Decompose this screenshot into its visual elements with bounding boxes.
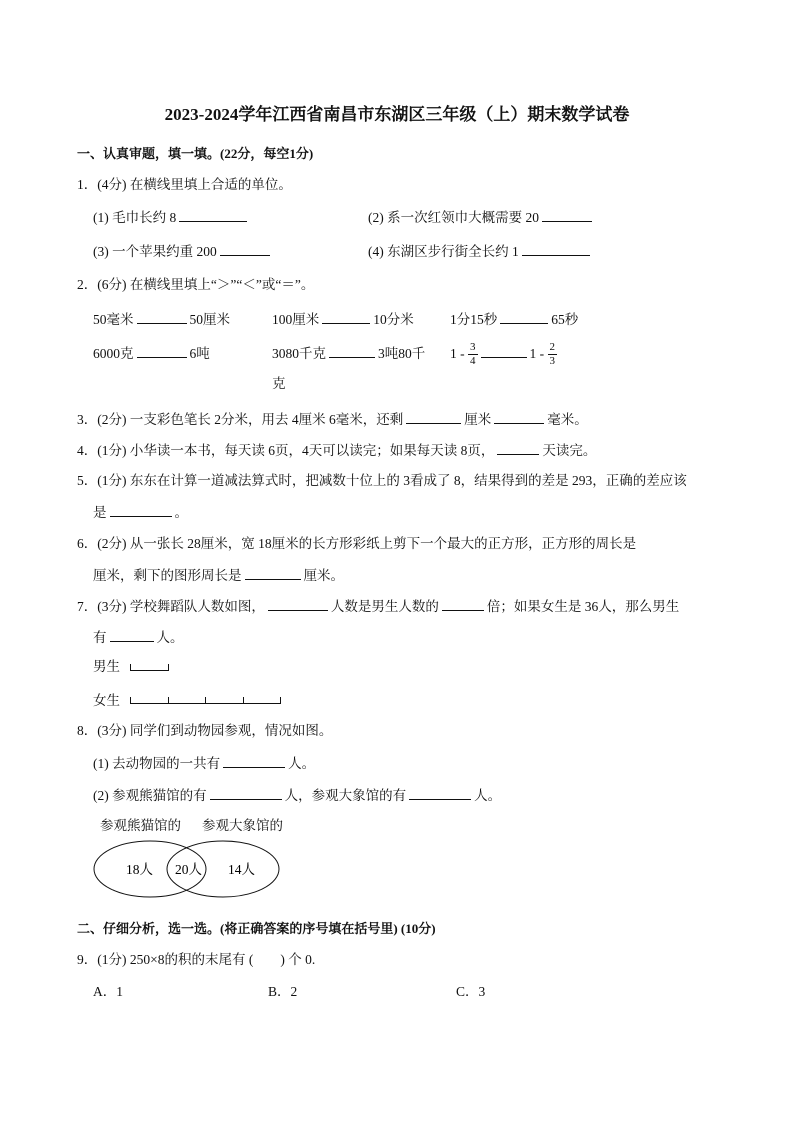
- q8-text: 人，参观大象馆的有: [284, 788, 407, 803]
- q8-item-1: [93, 754, 315, 773]
- q7-text: 倍；如果女生是 36人，那么男生: [486, 599, 680, 614]
- q5-line-1: 5．(1分) 东东在计算一道减法算式时，把减数十位上的 3看成了 8，结果得到的差是 293，正确的差应该: [77, 473, 687, 488]
- q2-right-value: 3吨80千: [378, 346, 426, 361]
- q1-item-1-text: (1) 毛巾长约 8: [93, 210, 177, 225]
- q6-text: 厘米，剩下的图形周长是: [93, 568, 242, 583]
- q2-left-value: 50毫米: [93, 312, 134, 327]
- venn-value-both: 20人: [175, 862, 202, 877]
- q3-unit-2: 毫米。: [547, 412, 588, 427]
- page-title: 2023-2024学年江西省南昌市东湖区三年级（上）期末数学试卷: [164, 105, 630, 124]
- q9-option-a[interactable]: A．1: [93, 984, 123, 999]
- q9-stem: 9．(1分) 250×8的积的末尾有 ( ) 个 0.: [77, 952, 316, 967]
- q1-item-2: [368, 208, 595, 227]
- q8-text: (2) 参观熊猫馆的有: [93, 788, 207, 803]
- answer-blank[interactable]: [329, 344, 375, 358]
- q6-line-2: [93, 566, 344, 585]
- boys-bar-segment: [130, 664, 169, 671]
- q2-right-value: 65秒: [551, 312, 579, 327]
- q2-compare-4: [93, 344, 210, 363]
- q3-unit-1: 厘米: [464, 412, 492, 427]
- q2-right-value: 6吨: [189, 346, 210, 361]
- q7-text: 人数是男生人数的: [330, 599, 439, 614]
- answer-blank[interactable]: [322, 310, 370, 324]
- q2-compare-1: [93, 310, 230, 329]
- answer-blank[interactable]: [137, 310, 187, 324]
- answer-blank[interactable]: [500, 310, 548, 324]
- answer-blank[interactable]: [245, 566, 301, 580]
- q6-text-end: 厘米。: [303, 568, 344, 583]
- boys-label: 男生: [93, 659, 120, 674]
- girls-bar-segment: [130, 697, 169, 704]
- q9-option-b[interactable]: B．2: [268, 984, 298, 999]
- venn-value-elephant-only: 14人: [228, 862, 255, 877]
- q8-text-end: 人。: [288, 756, 316, 771]
- q7-text: 有: [93, 630, 107, 645]
- q2-fraction-prefix: 1 -: [450, 346, 465, 361]
- answer-blank[interactable]: [494, 410, 544, 424]
- q5-text-end: 。: [174, 505, 188, 520]
- q4-text: 4．(1分) 小华读一本书，每天读 6页，4天可以读完；如果每天读 8页，: [77, 443, 495, 458]
- venn-label-panda: 参观熊猫馆的: [100, 818, 181, 833]
- venn-label-elephant: 参观大象馆的: [202, 818, 283, 833]
- answer-blank[interactable]: [137, 344, 187, 358]
- answer-blank[interactable]: [497, 441, 539, 455]
- q2-left-value: 1分15秒: [450, 312, 498, 327]
- q1-item-2-text: (2) 系一次红领巾大概需要 20: [368, 210, 539, 225]
- q1-item-3: [93, 242, 273, 261]
- answer-blank[interactable]: [542, 208, 592, 222]
- q2-compare-2: [272, 310, 414, 329]
- q1-item-3-text: (3) 一个苹果约重 200: [93, 244, 217, 259]
- girls-bar-segment: [168, 697, 206, 704]
- q4: [77, 441, 596, 460]
- q7-text-end: 人。: [156, 630, 184, 645]
- q2-left-value: 6000克: [93, 346, 134, 361]
- answer-blank[interactable]: [110, 628, 154, 642]
- q2-stem: 2．(6分) 在横线里填上“＞”“＜”或“＝”。: [77, 277, 315, 292]
- fraction: [548, 341, 558, 368]
- q5-line-2: [93, 503, 188, 522]
- q2-compare-6: [450, 340, 557, 368]
- answer-blank[interactable]: [223, 754, 285, 768]
- q2-left-value: 100厘米: [272, 312, 320, 327]
- answer-blank[interactable]: [406, 410, 461, 424]
- answer-blank[interactable]: [442, 597, 484, 611]
- answer-blank[interactable]: [268, 597, 328, 611]
- girls-bar-segment: [243, 697, 281, 704]
- q2-right-value: 50厘米: [189, 312, 230, 327]
- q9-option-c[interactable]: C．3: [456, 984, 486, 999]
- q7-line-2: [93, 628, 184, 647]
- fraction-numerator: 2: [549, 341, 555, 354]
- q1-item-1: [93, 208, 250, 227]
- q5-text: 是: [93, 505, 107, 520]
- q7-text: 7．(3分) 学校舞蹈队人数如图，: [77, 599, 265, 614]
- venn-value-panda-only: 18人: [126, 862, 153, 877]
- q2-compare-5-wrap: 克: [272, 376, 286, 391]
- q6-line-1: 6．(2分) 从一张长 28厘米，宽 18厘米的长方形彩纸上剪下一个最大的正方形，正方形的周长是: [77, 536, 637, 551]
- q4-text-end: 天读完。: [542, 443, 597, 458]
- answer-blank[interactable]: [409, 786, 471, 800]
- fraction: [468, 341, 478, 368]
- q7-line-1: [77, 597, 679, 616]
- fraction-numerator: 3: [470, 341, 476, 354]
- q2-compare-5: [272, 344, 425, 363]
- q2-fraction-prefix: 1 -: [529, 346, 545, 361]
- q8-stem: 8．(3分) 同学们到动物园参观，情况如图。: [77, 723, 333, 738]
- answer-blank[interactable]: [210, 786, 282, 800]
- q8-text: (1) 去动物园的一共有: [93, 756, 221, 771]
- q8-item-2: [93, 786, 501, 805]
- section-2-heading: 二、仔细分析，选一选。(将正确答案的序号填在括号里) (10分): [77, 921, 436, 936]
- fraction-denominator: 4: [470, 355, 476, 368]
- q1-item-4: [368, 242, 593, 261]
- q8-text-end: 人。: [474, 788, 502, 803]
- venn-diagram: [90, 838, 290, 900]
- answer-blank[interactable]: [179, 208, 247, 222]
- answer-blank[interactable]: [220, 242, 270, 256]
- answer-blank[interactable]: [522, 242, 590, 256]
- girls-bar-segment: [205, 697, 244, 704]
- q2-compare-3: [450, 310, 578, 329]
- girls-label: 女生: [93, 693, 120, 708]
- q1-stem: 1．(4分) 在横线里填上合适的单位。: [77, 177, 292, 192]
- fraction-denominator: 3: [549, 355, 555, 368]
- section-1-heading: 一、认真审题，填一填。(22分，每空1分): [77, 146, 314, 161]
- q2-right-value: 10分米: [373, 312, 414, 327]
- q2-left-value: 3080千克: [272, 346, 326, 361]
- q3-text: 3．(2分) 一支彩色笔长 2分米，用去 4厘米 6毫米，还剩: [77, 412, 404, 427]
- answer-blank[interactable]: [110, 503, 172, 517]
- q3: [77, 410, 588, 429]
- q1-item-4-text: (4) 东湖区步行街全长约 1: [368, 244, 519, 259]
- answer-blank[interactable]: [481, 344, 527, 358]
